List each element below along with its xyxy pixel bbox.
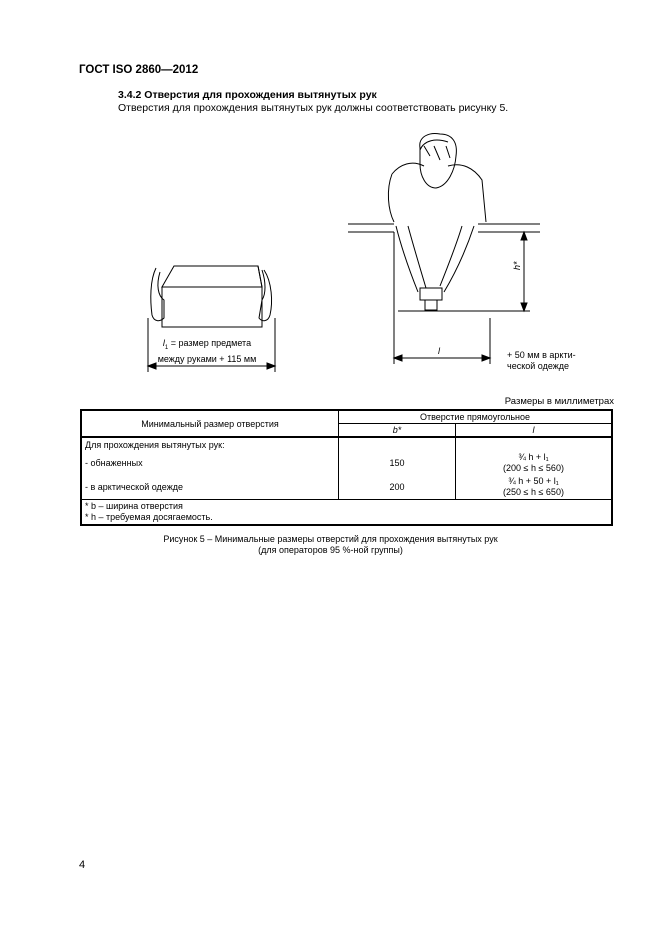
figure-caption-line2: (для операторов 95 %-ной группы) [258, 545, 403, 555]
arctic-note-line1: + 50 мм в аркти- [507, 350, 576, 360]
arctic-note-line2: ческой одежде [507, 361, 570, 371]
dimensions-table [80, 409, 613, 526]
table-footnotes [81, 500, 612, 526]
figure-5-drawing [0, 0, 661, 400]
label-h: h* [512, 261, 522, 270]
l1-definition: = размер предмета [168, 338, 252, 348]
page-number: 4 [79, 859, 86, 871]
footnote-h: * h – требуемая досягаемость. [85, 512, 213, 522]
row-b-value: 150 [339, 451, 456, 475]
col-header-rect-opening: Отверстие прямоугольное [339, 410, 613, 424]
section-body: Отверстия для прохождения вытянутых рук должны соответствовать рисунку 5. [118, 102, 509, 114]
col-header-l: l [456, 424, 613, 438]
section-row-label: Для прохождения вытянутых рук: [81, 437, 339, 451]
left-figure-caption [147, 338, 267, 365]
document-header: ГОСТ ISO 2860—2012 [79, 64, 199, 76]
l1-definition-line2: между руками + 115 мм [157, 353, 257, 364]
col-header-min-size: Минимальный размер отверстия [81, 410, 339, 437]
row-l-value [456, 451, 613, 475]
row-label: - в арктической одежде [81, 475, 339, 500]
units-note: Размеры в миллиметрах [504, 396, 614, 407]
footnote-b: * b – ширина отверстия [85, 501, 183, 511]
row-l-value [456, 475, 613, 500]
right-figure-caption [507, 350, 602, 372]
figure-caption [0, 534, 661, 556]
row-l-formula: ¾ h + 50 + l₁ [508, 476, 559, 486]
table-row [81, 451, 612, 475]
l1-subscript: 1 [164, 344, 169, 351]
section-title: 3.4.2 Отверстия для прохождения вытянутых рук [118, 89, 377, 101]
l1-symbol: l [162, 338, 165, 348]
row-label: - обнаженных [81, 451, 339, 475]
label-l: l [438, 346, 440, 356]
col-header-b: b* [339, 424, 456, 438]
row-l-range: (200 ≤ h ≤ 560) [503, 463, 564, 473]
figure-caption-line1: Рисунок 5 – Минимальные размеры отверстий для прохождения вытянутых рук [163, 534, 498, 544]
row-l-formula: ¾ h + l₁ [518, 452, 549, 462]
table-row [81, 475, 612, 500]
row-l-range: (250 ≤ h ≤ 650) [503, 487, 564, 497]
row-b-value: 200 [339, 475, 456, 500]
person-illustration [348, 134, 540, 364]
